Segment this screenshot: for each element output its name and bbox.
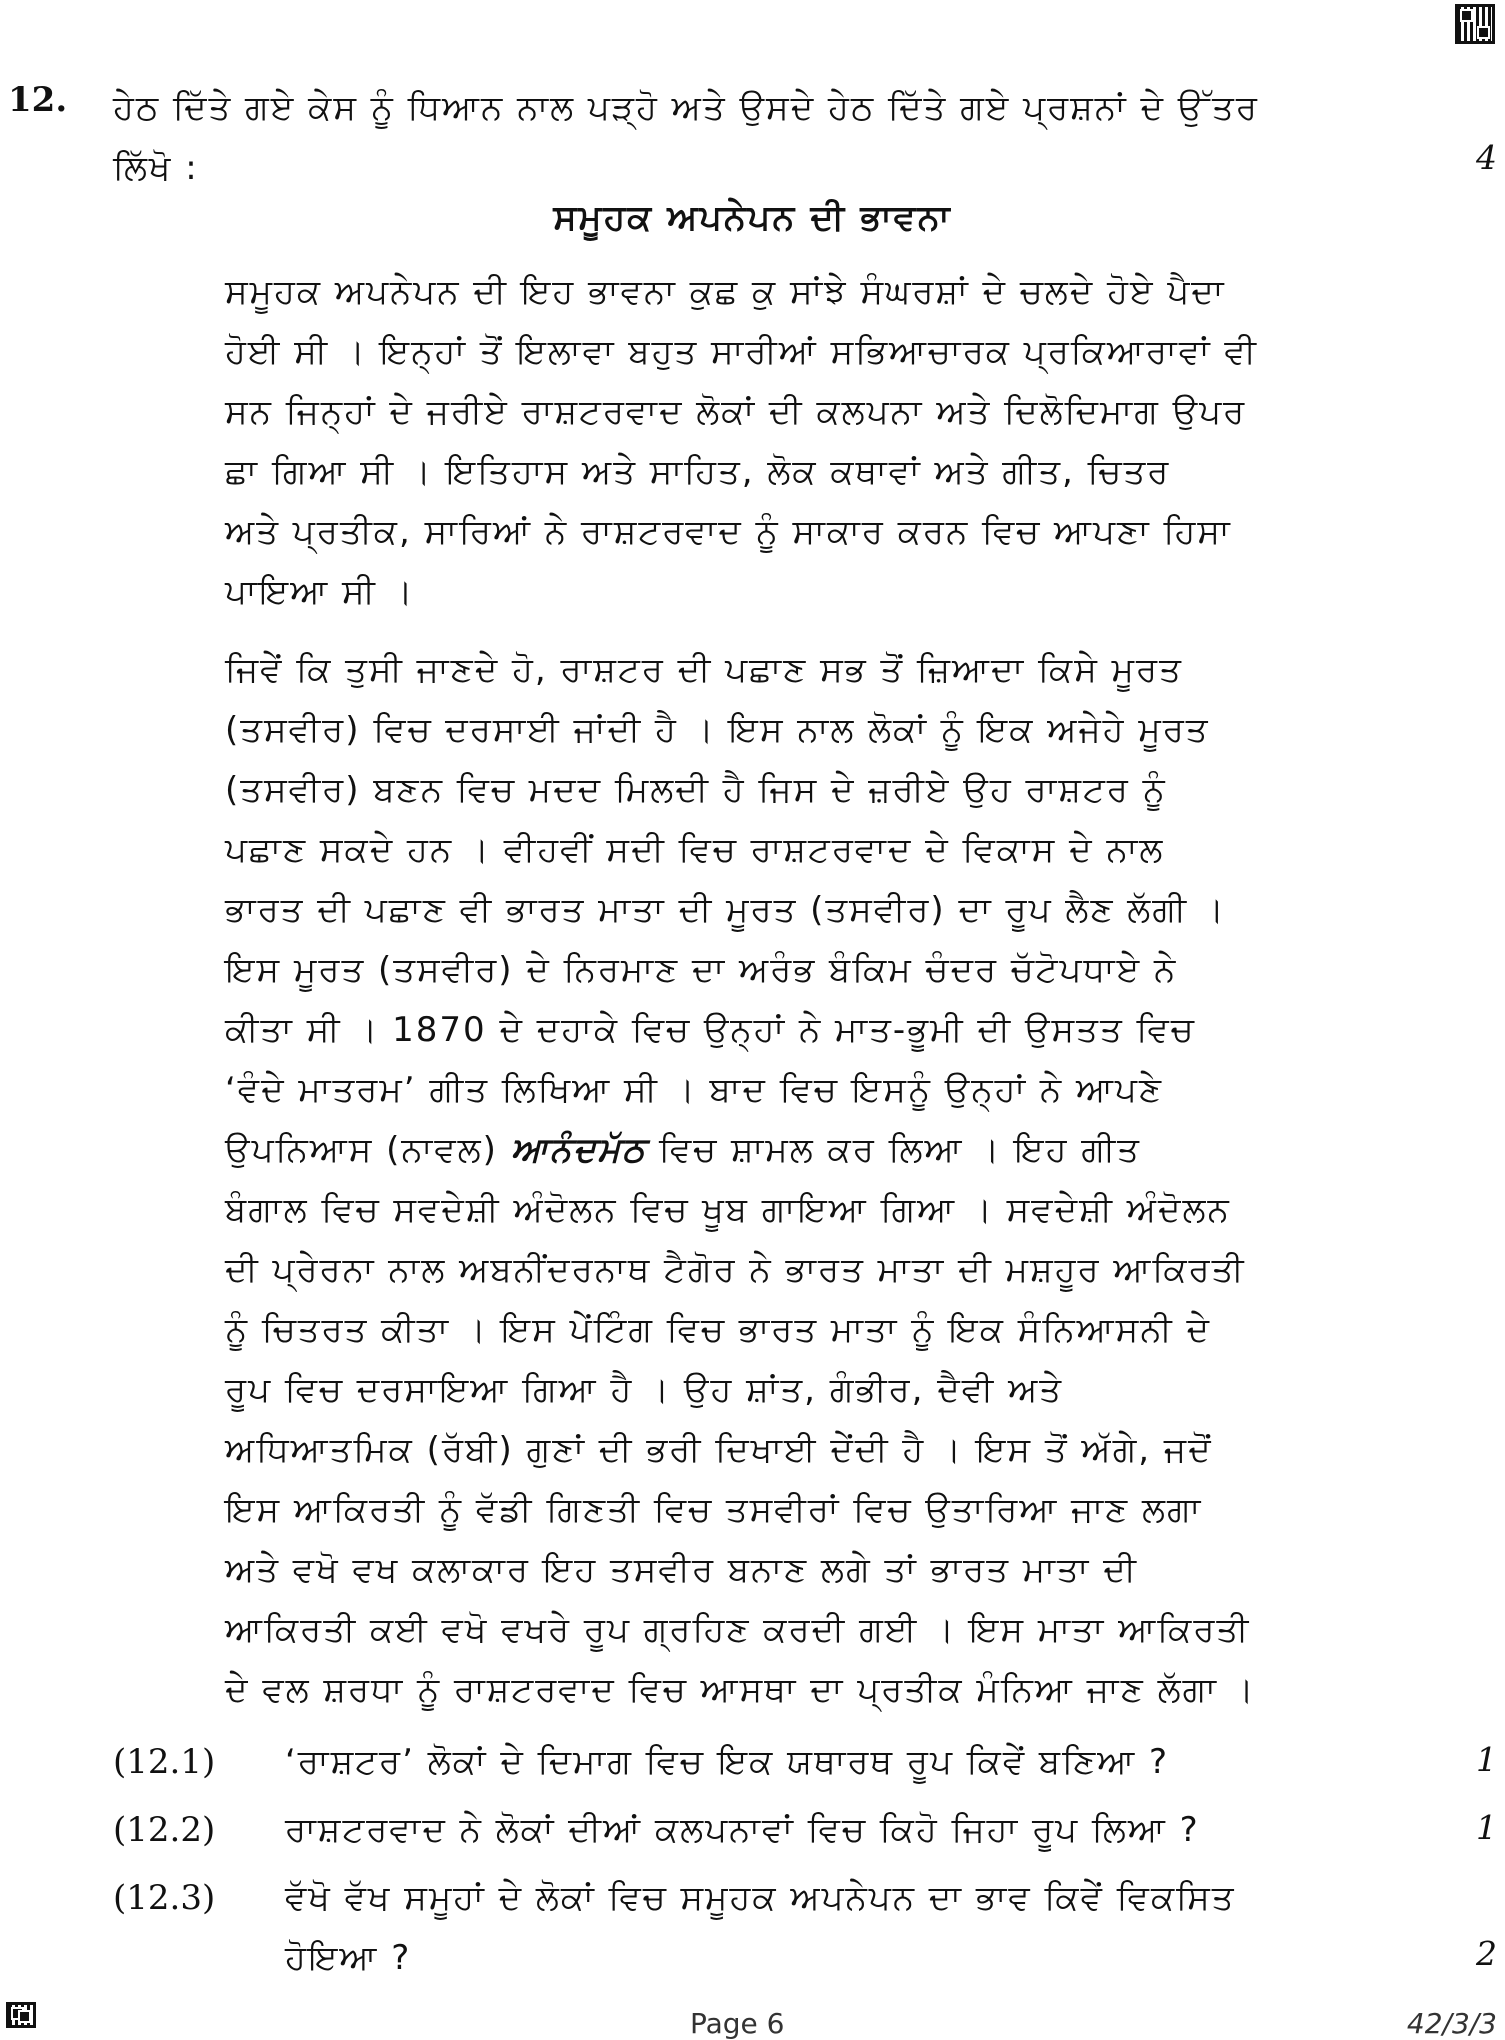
text-segment: ਉਪਨਿਆਸ (ਨਾਵਲ) (225, 1130, 498, 1170)
subquestion-marks: 2 (1476, 1934, 1497, 1973)
text-line: ਹੋਈ ਸੀ । ਇਨ੍ਹਾਂ ਤੋਂ ਇਲਾਵਾ ਬਹੁਤ ਸਾਰੀਆਂ ਸਭਿਆਚਾਰਕ ਪ੍ਰਕਿਆਰਾਵਾਂ ਵੀ (225, 332, 1258, 372)
text-line: ਅਤੇ ਵਖੋ ਵਖ ਕਲਾਕਾਰ ਇਹ ਤਸਵੀਰ ਬਨਾਣ ਲਗੇ ਤਾਂ ਭਾਰਤ ਮਾਤਾ ਦੀ (225, 1550, 1138, 1590)
text-line: (ਤਸਵੀਰ) ਵਿਚ ਦਰਸਾਈ ਜਾਂਦੀ ਹੈ । ਇਸ ਨਾਲ ਲੋਕਾਂ ਨੂੰ ਇਕ ਅਜੇਹੇ ਮੂਰਤ (225, 710, 1210, 750)
text-segment: ਵਿਚ ਸ਼ਾਮਲ ਕਰ ਲਿਆ । ਇਹ ਗੀਤ (659, 1130, 1141, 1170)
qr-code-icon (1455, 4, 1495, 44)
text-line: ਇਸ ਮੂਰਤ (ਤਸਵੀਰ) ਦੇ ਨਿਰਮਾਣ ਦਾ ਅਰੰਭ ਬੰਕਿਮ ਚੰਦਰ ਚੱਟੋਪਧਾਏ ਨੇ (225, 950, 1178, 990)
subquestion-id: (12.3) (113, 1878, 216, 1918)
subquestion-12-3 (113, 1868, 1413, 1988)
page-number: Page 6 (690, 2007, 785, 2040)
text-line: ‘ਵੰਦੇ ਮਾਤਰਮ’ ਗੀਤ ਲਿਖਿਆ ਸੀ । ਬਾਦ ਵਿਚ ਇਸਨੂੰ ਉਨ੍ਹਾਂ ਨੇ ਆਪਣੇ (225, 1070, 1163, 1110)
subquestion-marks: 1 (1476, 1808, 1497, 1847)
paper-code: 42/3/3 (1406, 2007, 1497, 2040)
text-line: ਆਕਿਰਤੀ ਕਈ ਵਖੋ ਵਖਰੇ ਰੂਪ ਗ੍ਰਹਿਣ ਕਰਦੀ ਗਈ । ਇਸ ਮਾਤਾ ਆਕਿਰਤੀ (225, 1610, 1251, 1650)
text-line: ਨੂੰ ਚਿਤਰਤ ਕੀਤਾ । ਇਸ ਪੇਂਟਿੰਗ ਵਿਚ ਭਾਰਤ ਮਾਤਾ ਨੂੰ ਇਕ ਸੰਨਿਆਸਨੀ ਦੇ (225, 1310, 1212, 1350)
subquestion-id: (12.2) (113, 1810, 216, 1850)
intro-line-1: ਹੇਠ ਦਿੱਤੇ ਗਏ ਕੇਸ ਨੂੰ ਧਿਆਨ ਨਾਲ ਪੜ੍ਹੋ ਅਤੇ ਉਸਦੇ ਹੇਠ ਦਿੱਤੇ ਗਏ ਪ੍ਰਸ਼ਨਾਂ ਦੇ ਉੱਤਰ (113, 88, 1259, 128)
text-line (225, 1120, 1415, 1180)
text-line: ਅਧਿਆਤਮਿਕ (ਰੱਬੀ) ਗੁਣਾਂ ਦੀ ਭਰੀ ਦਿਖਾਈ ਦੇਂਦੀ ਹੈ । ਇਸ ਤੋਂ ਅੱਗੇ, ਜਦੋਂ (225, 1430, 1213, 1470)
subquestion-id: (12.1) (113, 1742, 216, 1782)
text-line: ਜਿਵੇਂ ਕਿ ਤੁਸੀ ਜਾਣਦੇ ਹੋ, ਰਾਸ਼ਟਰ ਦੀ ਪਛਾਣ ਸਭ ਤੋਂ ਜ਼ਿਆਦਾ ਕਿਸੇ ਮੂਰਤ (225, 650, 1183, 690)
question-marks: 4 (1476, 138, 1497, 177)
question-intro (113, 78, 1413, 198)
text-line: ਕੀਤਾ ਸੀ । 1870 ਦੇ ਦਹਾਕੇ ਵਿਚ ਉਨ੍ਹਾਂ ਨੇ ਮਾਤ-ਭੂਮੀ ਦੀ ਉਸਤਤ ਵਿਚ (225, 1010, 1196, 1050)
intro-line-2: ਲਿੱਖੋ : (113, 148, 199, 188)
text-line: ਭਾਰਤ ਦੀ ਪਛਾਣ ਵੀ ਭਾਰਤ ਮਾਤਾ ਦੀ ਮੂਰਤ (ਤਸਵੀਰ) ਦਾ ਰੂਪ ਲੈਣ ਲੱਗੀ । (225, 890, 1226, 930)
text-line: ਅਤੇ ਪ੍ਰਤੀਕ, ਸਾਰਿਆਂ ਨੇ ਰਾਸ਼ਟਰਵਾਦ ਨੂੰ ਸਾਕਾਰ ਕਰਨ ਵਿਚ ਆਪਣਾ ਹਿਸਾ (225, 512, 1232, 552)
qr-code-icon (6, 2002, 36, 2028)
text-line: ਪਾਇਆ ਸੀ । (225, 572, 415, 612)
subquestion-text (285, 1868, 1405, 1988)
text-line: ਦੇ ਵਲ ਸ਼ਰਧਾ ਨੂੰ ਰਾਸ਼ਟਰਵਾਦ ਵਿਚ ਆਸਥਾ ਦਾ ਪ੍ਰਤੀਕ ਮੰਨਿਆ ਜਾਣ ਲੱਗਾ । (225, 1670, 1256, 1710)
text-line: (ਤਸਵੀਰ) ਬਣਨ ਵਿਚ ਮਦਦ ਮਿਲਦੀ ਹੈ ਜਿਸ ਦੇ ਜ਼ਰੀਏ ਉਹ ਰਾਸ਼ਟਰ ਨੂੰ (225, 770, 1167, 810)
subquestion-text-line: ਹੋਇਆ ? (285, 1938, 412, 1978)
text-line: ਇਸ ਆਕਿਰਤੀ ਨੂੰ ਵੱਡੀ ਗਿਣਤੀ ਵਿਚ ਤਸਵੀਰਾਂ ਵਿਚ ਉਤਾਰਿਆ ਜਾਣ ਲਗਾ (225, 1490, 1203, 1530)
novel-title: ਆਨੰਦਮੱਠ (510, 1130, 647, 1170)
paragraph-1 (225, 262, 1415, 622)
subquestion-text: ‘ਰਾਸ਼ਟਰ’ ਲੋਕਾਂ ਦੇ ਦਿਮਾਗ ਵਿਚ ਇਕ ਯਥਾਰਥ ਰੂਪ ਕਿਵੇਂ ਬਣਿਆ ? (285, 1742, 1170, 1782)
subquestion-marks: 1 (1476, 1740, 1497, 1779)
text-line: ਪਛਾਣ ਸਕਦੇ ਹਨ । ਵੀਹਵੀਂ ਸਦੀ ਵਿਚ ਰਾਸ਼ਟਰਵਾਦ ਦੇ ਵਿਕਾਸ ਦੇ ਨਾਲ (225, 830, 1165, 870)
text-line: ਸਨ ਜਿਨ੍ਹਾਂ ਦੇ ਜਰੀਏ ਰਾਸ਼ਟਰਵਾਦ ਲੋਕਾਂ ਦੀ ਕਲਪਨਾ ਅਤੇ ਦਿਲੋਦਿਮਾਗ ਉਪਰ (225, 392, 1247, 432)
subquestion-12-2 (113, 1800, 1413, 1860)
text-line: ਛਾ ਗਿਆ ਸੀ । ਇਤਿਹਾਸ ਅਤੇ ਸਾਹਿਤ, ਲੋਕ ਕਥਾਵਾਂ ਅਤੇ ਗੀਤ, ਚਿਤਰ (225, 452, 1171, 492)
paragraph-2 (225, 640, 1415, 1720)
text-line: ਸਮੂਹਕ ਅਪਨੇਪਨ ਦੀ ਇਹ ਭਾਵਨਾ ਕੁਛ ਕੁ ਸਾਂਝੇ ਸੰਘਰਸ਼ਾਂ ਦੇ ਚਲਦੇ ਹੋਏ ਪੈਦਾ (225, 272, 1226, 312)
case-title: ਸਮੂਹਕ ਅਪਨੇਪਨ ਦੀ ਭਾਵਨਾ (553, 198, 952, 238)
question-number: 12. (8, 80, 68, 120)
subquestion-text-line: ਵੱਖੋ ਵੱਖ ਸਮੂਹਾਂ ਦੇ ਲੋਕਾਂ ਵਿਚ ਸਮੂਹਕ ਅਪਨੇਪਨ ਦਾ ਭਾਵ ਕਿਵੇਂ ਵਿਕਸਿਤ (285, 1878, 1236, 1918)
text-line: ਬੰਗਾਲ ਵਿਚ ਸਵਦੇਸ਼ੀ ਅੰਦੋਲਨ ਵਿਚ ਖੂਬ ਗਾਇਆ ਗਿਆ । ਸਵਦੇਸ਼ੀ ਅੰਦੋਲਨ (225, 1190, 1231, 1230)
text-line: ਦੀ ਪ੍ਰੇਰਨਾ ਨਾਲ ਅਬਨੀਂਦਰਨਾਥ ਟੈਗੋਰ ਨੇ ਭਾਰਤ ਮਾਤਾ ਦੀ ਮਸ਼ਹੂਰ ਆਕਿਰਤੀ (225, 1250, 1246, 1290)
subquestion-text: ਰਾਸ਼ਟਰਵਾਦ ਨੇ ਲੋਕਾਂ ਦੀਆਂ ਕਲਪਨਾਵਾਂ ਵਿਚ ਕਿਹੋ ਜਿਹਾ ਰੂਪ ਲਿਆ ? (285, 1810, 1200, 1850)
text-line: ਰੂਪ ਵਿਚ ਦਰਸਾਇਆ ਗਿਆ ਹੈ । ਉਹ ਸ਼ਾਂਤ, ਗੰਭੀਰ, ਦੈਵੀ ਅਤੇ (225, 1370, 1064, 1410)
subquestion-12-1 (113, 1732, 1413, 1792)
